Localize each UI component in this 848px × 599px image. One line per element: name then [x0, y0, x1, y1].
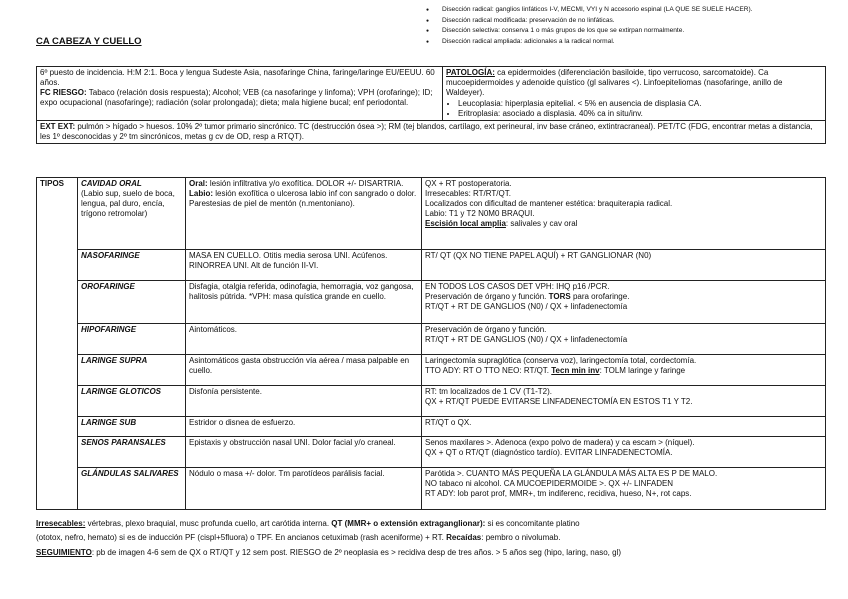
type-cell: LARINGE SUB: [78, 417, 186, 437]
list-item: ● Disección radical ampliada: adicionales a la radical normal.: [426, 37, 846, 48]
type-cell: SENOS PARANSALES: [78, 437, 186, 468]
treatment-cell: Preservación de órgano y función. RT/QT + RT DE GANGLIOS (N0) / QX + linfadenectomía: [422, 324, 826, 355]
table-row: [37, 355, 826, 386]
list-item: ● Disección radical: ganglios linfáticos I-V, MECMI, VYI y N accesorio espinal (LA QUE SE SUELE HACER).: [426, 5, 846, 16]
treatment-cell: Senos maxilares >. Adenoca (expo polvo de madera) y ca escam > (níquel). QX + QT o RT/QT (diagnóstico tardío). EVITAR LINFADENECTOMÍA.: [422, 437, 826, 468]
pathology-label: PATOLOGÍA:: [446, 68, 495, 77]
type-cell: NASOFARINGE: [78, 250, 186, 281]
type-cell: HIPOFARINGE: [78, 324, 186, 355]
list-item: • Eritroplasia: asociado a displasia. 40% ca in situ/inv.: [458, 109, 822, 119]
treatment-note: (ototox, nefro, hemato) si es de inducción PF (cispl+5fluora) o TPF. En ancianos cetuximab (rash aceniforme) + RT. Recaídas: pembro o nivolumab.: [36, 533, 561, 542]
epidemiology-cell: 6º puesto de incidencia. H:M 2:1. Boca y lengua Sudeste Asia, nasofaringe China, faringe/laringe EU/EEUU. 60 años. FC RIESGO: Tabaco (relación dosis respuesta); Alcohol; VEB (ca nasofaringe y linfoma); VPH (orofaringe); ID; expo ocupacional (nasofaringe); radiación (solar prolongada); dieta; mala higiene bucal; enf periodontal.: [37, 67, 443, 121]
clinic-cell: MASA EN CUELLO. Otitis media serosa UNI. Acúfenos. RINORREA UNI. Alt de función II-VI.: [186, 250, 422, 281]
intro-table: [36, 66, 826, 144]
table-row: [37, 437, 826, 468]
treatment-cell: Parótida >. CUANTO MÁS PEQUEÑA LA GLÁNDULA MÁS ALTA ES P DE MALO. NO tabaco ni alcohol. CA MUCOEPIDERMOIDE >. QX +/- LINFADEN RT ADY: lob parot prof, MMR+, tm indiferenc, recidiva, hueso, N+, rot caps.: [422, 468, 826, 510]
list-item: ● Disección selectiva: conserva 1 o más grupos de los que se extirpan normalmente.: [426, 26, 846, 37]
clinic-cell: Asintomáticos gasta obstrucción vía aérea / masa palpable en cuello.: [186, 355, 422, 386]
tipos-label: TIPOS: [37, 178, 78, 510]
type-cell: LARINGE GLOTICOS: [78, 386, 186, 417]
type-cell: LARINGE SUPRA: [78, 355, 186, 386]
type-cell: CAVIDAD ORAL (Labio sup, suelo de boca, lengua, pal duro, encía, trígono retromolar): [78, 178, 186, 250]
clinic-cell: Disfagia, otalgia referida, odinofagia, hemorragia, voz gangosa, halitosis pútrida. *VPH: masa quística grande en cuello.: [186, 281, 422, 324]
list-item: ● Disección radical modificada: preservación de no linfáticas.: [426, 16, 846, 27]
treatment-cell: RT/ QT (QX NO TIENE PAPEL AQUÍ) + RT GANGLIONAR (N0): [422, 250, 826, 281]
page-title: CA CABEZA Y CUELLO: [36, 36, 142, 47]
clinic-cell: Nódulo o masa +/- dolor. Tm parotídeos parálisis facial.: [186, 468, 422, 510]
table-row: [37, 468, 826, 510]
tipos-table: [36, 177, 826, 510]
table-row: [37, 417, 826, 437]
extension-cell: EXT EXT: pulmón > hígado > huesos. 10% 2º tumor primario sincrónico. TC (destrucción ósea >); RM (tej blandos, cartílago, ext perineural, inv base cráneo, extintracraneal). PET/TC (FDG, encontrar metas a distancia, les 1º desconocidas y 2º tm sincrónicos, metas g cv de OD, resp a RTQT).: [37, 121, 826, 144]
type-cell: GLÁNDULAS SALIVARES: [78, 468, 186, 510]
table-row: [37, 281, 826, 324]
table-row: [37, 386, 826, 417]
risk-label: FC RIESGO:: [40, 88, 87, 97]
neck-dissection-list: [426, 5, 846, 47]
table-row: [37, 324, 826, 355]
pathology-list: [446, 99, 822, 119]
clinic-cell: Epistaxis y obstrucción nasal UNI. Dolor facial y/o craneal.: [186, 437, 422, 468]
treatment-cell: RT/QT o QX.: [422, 417, 826, 437]
clinic-cell: Oral: lesión infiltrativa y/o exofítica. DOLOR +/- DISARTRIA. Labio: lesión exofítica o ulcerosa labio inf con sangrado o dolor. Parestesias de piel de mentón (n.mentoniano).: [186, 178, 422, 250]
seguimiento-note: SEGUIMIENTO: pb de imagen 4-6 sem de QX o RT/QT y 12 sem post. RIESGO de 2º neoplasia es > recidiva desp de tres años. > 5 años seg (hipo, laring, naso, gl): [36, 548, 621, 557]
clinic-cell: Estridor o disnea de esfuerzo.: [186, 417, 422, 437]
table-row: [37, 250, 826, 281]
extension-label: EXT EXT:: [40, 122, 76, 131]
pathology-cell: PATOLOGÍA: ca epidermoides (diferenciación basiloide, tipo verrucoso, sarcomatoide). Ca mucoepidermoides y adenoide quístico (gl salivares <). Linfoepiteliomas (nasofaringe, anillo de Waldeyer). • Leucoplasia: hiperplasia epitelial. < 5% en ausencia de displasia CA. • Eritroplasia: asociado a displasia. 40% ca in situ/inv.: [443, 67, 826, 121]
table-row: [37, 178, 826, 250]
treatment-cell: QX + RT postoperatoria. Irresecables: RT/RT/QT. Localizados con dificultad de mantener estética: braquiterapia radical. Labio: T1 y T2 N0M0 BRAQUI. Escisión local amplia: salivales y cav oral: [422, 178, 826, 250]
irresecables-note: Irresecables: vértebras, plexo braquial, musc profunda cuello, art carótida interna. QT (MMR+ o extensión extraganglionar): si es concomitante platino: [36, 519, 580, 528]
clinic-cell: Aintomáticos.: [186, 324, 422, 355]
treatment-cell: EN TODOS LOS CASOS DET VPH: IHQ p16 /PCR. Preservación de órgano y función. TORS para orofaringe. RT/QT + RT DE GANGLIOS (N0) / QX + linfadenectomía: [422, 281, 826, 324]
treatment-cell: Laringectomía supraglótica (conserva voz), laringectomía total, cordectomía. TTO ADY: RT O TTO NEO: RT/QT. Tecn min inv: TOLM laringe y faringe: [422, 355, 826, 386]
type-cell: OROFARINGE: [78, 281, 186, 324]
clinic-cell: Disfonía persistente.: [186, 386, 422, 417]
list-item: • Leucoplasia: hiperplasia epitelial. < 5% en ausencia de displasia CA.: [458, 99, 822, 109]
treatment-cell: RT: tm localizados de 1 CV (T1-T2). QX + RT/QT PUEDE EVITARSE LINFADENECTOMÍA EN ESTOS T1 Y T2.: [422, 386, 826, 417]
